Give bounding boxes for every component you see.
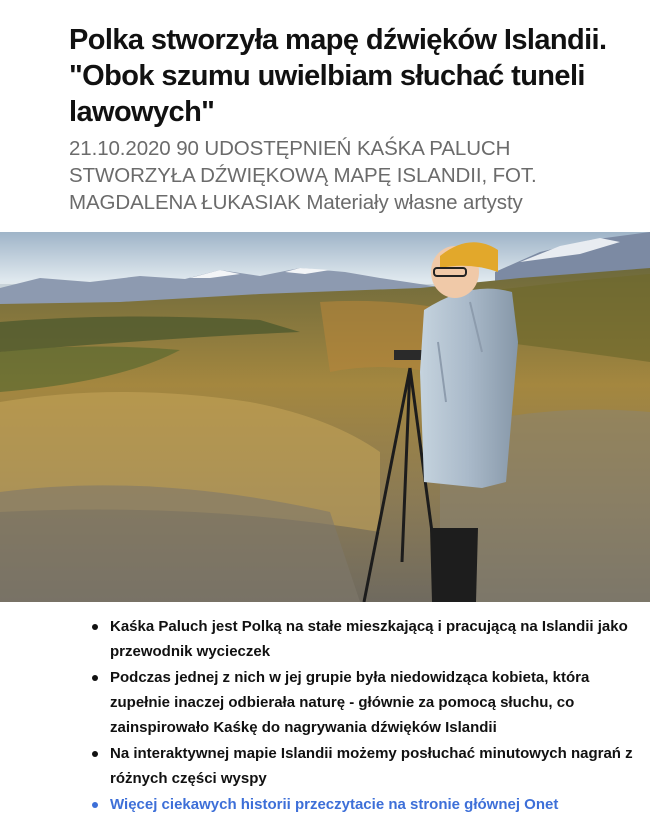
article-title: Polka stworzyła mapę dźwięków Islandii. "Obok szumu uwielbiam słuchać tuneli lawowych" bbox=[69, 24, 607, 128]
key-point: Kaśka Paluch jest Polką na stałe mieszkającą i pracującą na Islandii jako przewodnik wycieczek bbox=[88, 614, 648, 664]
onet-homepage-link[interactable]: Więcej ciekawych historii przeczytacie na stronie głównej Onet bbox=[88, 792, 648, 817]
key-point: Podczas jednej z nich w jej grupie była niedowidząca kobieta, która zupełnie inaczej odbierała naturę - głównie za pomocą słuchu, co zainspirowało Kaśkę do nagrywania dźwięków Islandii bbox=[88, 665, 648, 740]
key-point: Na interaktywnej mapie Islandii możemy posłuchać minutowych nagrań z różnych części wyspy bbox=[88, 741, 648, 791]
key-points-list bbox=[88, 614, 648, 818]
article-header bbox=[0, 0, 650, 216]
article-meta: 21.10.2020 90 UDOSTĘPNIEŃ KAŚKA PALUCH STWORZYŁA DŹWIĘKOWĄ MAPĘ ISLANDII, FOT. MAGDALENA ŁUKASIAK Materiały własne artysty bbox=[69, 137, 537, 214]
article-photo bbox=[0, 232, 650, 602]
